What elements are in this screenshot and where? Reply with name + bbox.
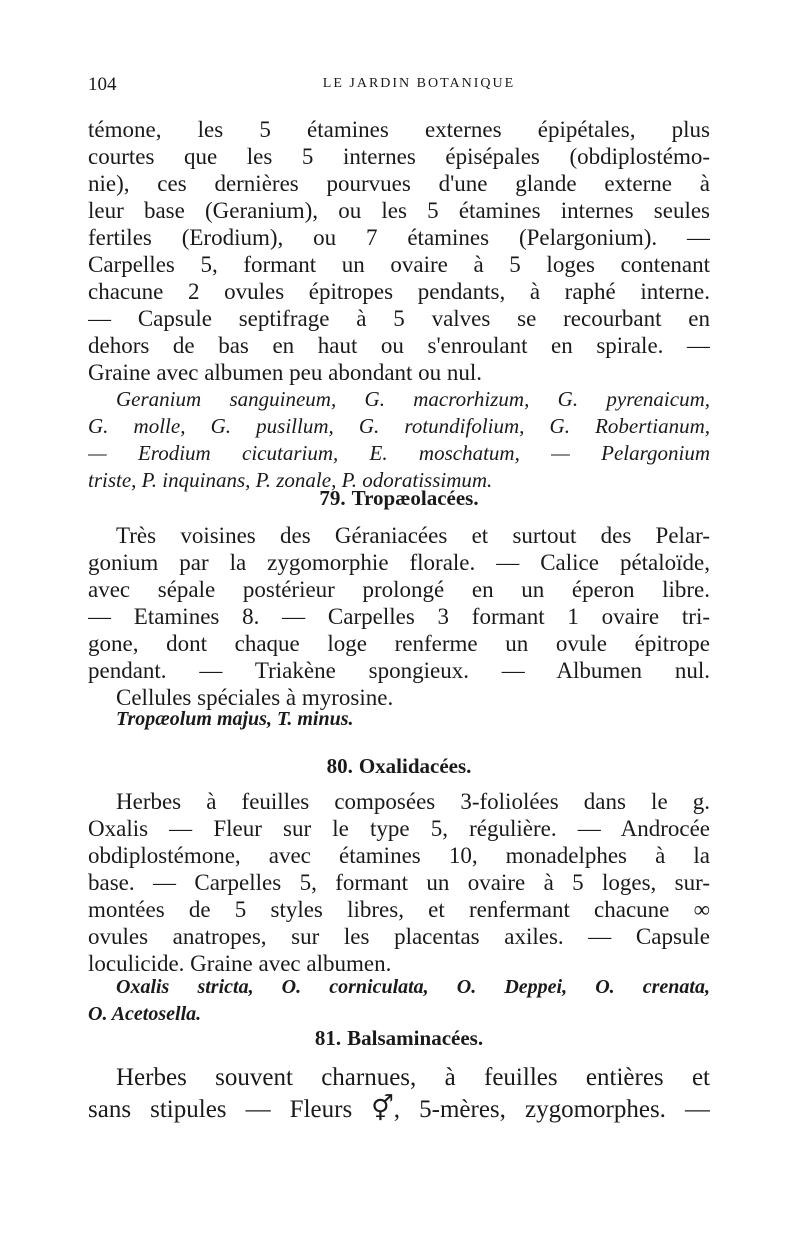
- text-line: Herbes à feuilles composées 3-foliolées dans le g.: [116, 789, 710, 814]
- text-line: — Etamines 8. — Carpelles 3 formant 1 ovaire tri-: [88, 604, 710, 629]
- text-line: avec sépale postérieur prolongé en un éperon libre.: [88, 577, 710, 602]
- section-title: Tropæolacées.: [351, 486, 479, 510]
- oxalidacees-species: [88, 974, 710, 1028]
- text-line: Carpelles 5, formant un ovaire à 5 loges contenant: [88, 252, 710, 277]
- species-line: G. molle, G. pusillum, G. rotundifolium, G. Robertianum,: [88, 414, 710, 438]
- section-number: 81.: [314, 1026, 342, 1050]
- text-line: Oxalis — Fleur sur le type 5, régulière. — Androcée: [88, 816, 710, 841]
- text-line: nie), ces dernières pourvues d'une glande externe à: [88, 171, 710, 196]
- running-title: LE JARDIN BOTANIQUE: [322, 76, 516, 91]
- species-line: Tropæolum majus, T. minus.: [116, 708, 354, 730]
- geraniacees-species-list: [88, 386, 710, 494]
- text-line: Herbes souvent charnues, à feuilles entières et: [116, 1064, 710, 1091]
- text-line: gone, dont chaque loge renferme un ovule épitrope: [88, 631, 710, 656]
- species-line: O. Acetosella.: [88, 1003, 202, 1025]
- geraniacees-description: [88, 116, 710, 386]
- text-line: Très voisines des Géraniacées et surtout des Pelar-: [116, 523, 710, 548]
- balsaminacees-description: [88, 1062, 710, 1126]
- text-line: pendant. — Triakène spongieux. — Albumen nul.: [88, 658, 710, 683]
- species-line: — Erodium cicutarium, E. moschatum, — Pelargonium: [88, 441, 710, 465]
- section-heading-81: [88, 1024, 710, 1052]
- text-line: ovules anatropes, sur les placentas axiles. — Capsule: [88, 924, 710, 949]
- page-number: 104: [88, 74, 117, 95]
- text-line: montées de 5 styles libres, et renfermant chacune ∞: [88, 897, 710, 922]
- page-header: [88, 74, 710, 98]
- text-line: Cellules spéciales à myrosine.: [116, 685, 394, 710]
- species-line: Geranium sanguineum, G. macrorhizum, G. pyrenaicum,: [116, 387, 710, 411]
- tropaeolacees-species: [88, 706, 710, 733]
- section-number: 80.: [326, 754, 353, 778]
- text-line: Graine avec albumen peu abondant ou nul.: [88, 360, 483, 385]
- species-line: triste, P. inquinans, P. zonale, P. odoratissimum.: [88, 468, 493, 492]
- tropaeolacees-description: [88, 522, 710, 711]
- text-line: — Capsule septifrage à 5 valves se recourbant en: [88, 306, 710, 331]
- text-line: leur base (Geranium), ou les 5 étamines internes seules: [88, 198, 710, 223]
- text-line: gonium par la zygomorphie florale. — Calice pétaloïde,: [88, 550, 710, 575]
- section-title: Oxalidacées.: [358, 754, 472, 778]
- text-line: loculicide. Graine avec albumen.: [88, 951, 392, 976]
- section-heading-80: [88, 752, 710, 780]
- section-title: Balsaminacées.: [347, 1026, 484, 1050]
- species-line: Oxalis stricta, O. corniculata, O. Deppei, O. crenata,: [116, 976, 710, 998]
- text-line: courtes que les 5 internes épisépales (obdiplostémo-: [88, 144, 710, 169]
- section-number: 79.: [319, 486, 346, 510]
- text-line: dehors de bas en haut ou s'enroulant en spirale. —: [88, 333, 710, 358]
- text-line: témone, les 5 étamines externes épipétales, plus: [88, 117, 710, 142]
- text-line: obdiplostémone, avec étamines 10, monadelphes à la: [88, 843, 710, 868]
- text-line: base. — Carpelles 5, formant un ovaire à 5 loges, sur-: [88, 870, 710, 895]
- text-line: fertiles (Erodium), ou 7 étamines (Pelargonium). —: [88, 225, 710, 250]
- text-line: sans stipules — Fleurs ⚥, 5-mères, zygomorphes. —: [88, 1096, 710, 1123]
- text-line: chacune 2 ovules épitropes pendants, à raphé interne.: [88, 279, 710, 304]
- section-heading-79: [88, 484, 710, 512]
- oxalidacees-description: [88, 788, 710, 977]
